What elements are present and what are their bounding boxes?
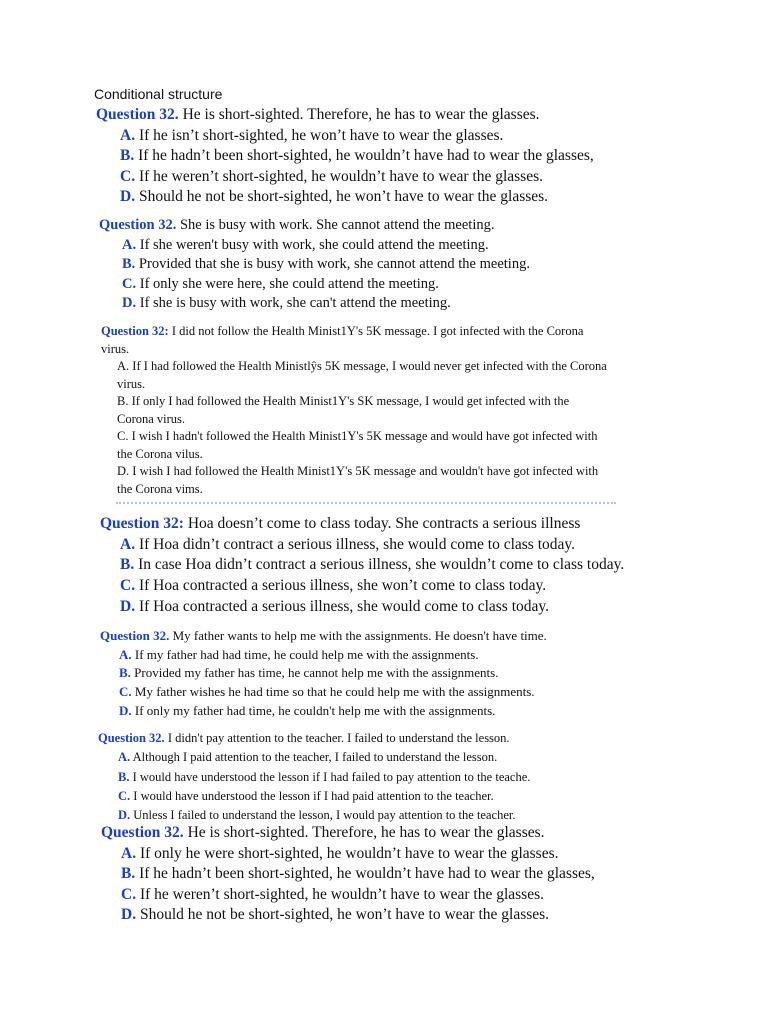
- question-number: Question 32.: [100, 628, 170, 643]
- question-number: Question 32:: [101, 324, 169, 338]
- question-stem: [99, 216, 530, 236]
- option-text: If Hoa didn’t contract a serious illness, she would come to class today.: [135, 535, 576, 553]
- option-b: [120, 146, 594, 167]
- option-letter: D.: [118, 808, 131, 823]
- question-block-5: [100, 627, 547, 721]
- option-text: Unless I failed to understand the lesson, I would pay attention to the teacher.: [130, 808, 516, 823]
- option-text: Although I paid attention to the teacher, I failed to understand the lesson.: [130, 750, 498, 765]
- option-c: [122, 275, 530, 295]
- question-stem: [101, 823, 595, 844]
- option-letter: D.: [121, 906, 137, 924]
- option-letter: D.: [122, 295, 137, 311]
- option-letter: A.: [121, 844, 137, 862]
- option-a: [120, 126, 594, 147]
- option-letter: C.: [119, 684, 132, 700]
- option-text: If Hoa contracted a serious illness, she won’t come to class today.: [135, 577, 547, 595]
- option-text: If only my father had time, he couldn't help me with the assignments.: [131, 702, 496, 718]
- question-block-6: [98, 729, 530, 825]
- option-text: Should he not be short-sighted, he won’t have to wear the glasses.: [135, 188, 549, 205]
- option-text: C. I wish I hadn't followed the Health Minist1Y's 5K message and would have got infected with: [117, 429, 598, 443]
- option-b: [118, 768, 530, 787]
- option-letter: C.: [120, 167, 136, 185]
- question-text: He is short-sighted. Therefore, he has to wear the glasses.: [178, 106, 540, 123]
- option-d: [120, 187, 594, 208]
- cropped-text-remnant: [116, 502, 616, 509]
- option-c: [120, 167, 594, 188]
- option-a: [121, 844, 595, 865]
- option-d: [122, 294, 530, 314]
- option-text: If he weren’t short-sighted, he wouldn’t have to wear the glasses.: [136, 885, 544, 903]
- option-letter: C.: [118, 788, 131, 803]
- option-text: If he weren’t short-sighted, he wouldn’t have to wear the glasses.: [135, 167, 543, 185]
- option-c: [120, 576, 624, 597]
- option-text: Provided my father has time, he cannot help me with the assignments.: [130, 665, 499, 681]
- option-text: I would have understood the lesson if I had paid attention to the teacher.: [130, 788, 494, 803]
- option-d: [119, 702, 547, 721]
- option-b: [120, 555, 624, 576]
- question-block-7: [101, 823, 595, 926]
- question-block-3: [101, 323, 671, 498]
- option-letter: C.: [121, 885, 137, 903]
- option-text: If she weren't busy with work, she could attend the meeting.: [136, 236, 489, 253]
- option-text: A. If I had followed the Health Ministlŷs 5K message, I would never get infected with the Corona: [117, 359, 607, 373]
- option-text: If only she were here, she could attend the meeting.: [136, 275, 439, 292]
- option-c: [121, 885, 595, 906]
- option-letter: B.: [118, 769, 130, 784]
- option-a: [122, 236, 530, 256]
- question-block-2: [99, 216, 530, 314]
- option-b: [122, 255, 530, 275]
- question-stem: [100, 514, 624, 535]
- question-number: Question 32.: [99, 217, 177, 233]
- option-letter: D.: [120, 597, 136, 615]
- option-b: [119, 664, 547, 683]
- option-d: [121, 905, 595, 926]
- option-letter: C.: [122, 275, 137, 292]
- option-letter: B.: [119, 665, 131, 681]
- question-stem: [100, 627, 547, 646]
- question-number: Question 32.: [98, 731, 165, 745]
- question-block-1: [96, 105, 594, 208]
- option-d: [120, 597, 624, 618]
- option-a: [119, 646, 547, 665]
- option-letter: C.: [120, 577, 136, 595]
- option-letter: A.: [120, 126, 136, 144]
- option-text-continued: virus.: [117, 376, 146, 391]
- document-heading: Conditional structure: [94, 86, 223, 102]
- option-letter: B.: [120, 556, 135, 574]
- option-letter: A.: [122, 236, 137, 253]
- option-a: [118, 748, 530, 767]
- option-c: [117, 428, 671, 463]
- question-text: I didn't pay attention to the teacher. I failed to understand the lesson.: [164, 731, 510, 745]
- question-text-continued: virus.: [101, 341, 130, 356]
- option-a: [117, 358, 671, 393]
- question-stem: [98, 729, 530, 748]
- option-text: B. If only I had followed the Health Minist1Y's SK message, I would get infected with the: [117, 394, 570, 408]
- option-a: [120, 535, 624, 556]
- option-c: [118, 787, 530, 806]
- option-letter: B.: [122, 256, 136, 272]
- option-text: If he hadn’t been short-sighted, he wouldn’t have had to wear the glasses,: [135, 865, 595, 883]
- option-c: [119, 683, 547, 702]
- option-text: If she is busy with work, she can't attend the meeting.: [136, 295, 451, 311]
- question-text: Hoa doesn’t come to class today. She contracts a serious illness: [183, 515, 581, 532]
- question-number: Question 32:: [100, 515, 184, 532]
- question-number: Question 32.: [101, 824, 184, 841]
- option-text-continued: the Corona vims.: [117, 481, 203, 496]
- option-b: [121, 864, 595, 885]
- option-text: In case Hoa didn’t contract a serious illness, she wouldn’t come to class today.: [134, 556, 625, 574]
- option-text: If he isn’t short-sighted, he won’t have to wear the glasses.: [135, 126, 504, 144]
- option-text: Provided that she is busy with work, she cannot attend the meeting.: [135, 256, 530, 272]
- option-d: [117, 463, 671, 498]
- option-letter: B.: [120, 147, 135, 164]
- question-text: She is busy with work. She cannot attend the meeting.: [176, 217, 495, 233]
- option-b: [117, 393, 671, 428]
- question-number: Question 32.: [96, 106, 179, 123]
- option-text: I would have understood the lesson if I had failed to pay attention to the teache.: [129, 769, 531, 784]
- option-text: If Hoa contracted a serious illness, she would come to class today.: [135, 597, 550, 615]
- question-text: He is short-sighted. Therefore, he has to wear the glasses.: [183, 824, 545, 841]
- question-text: My father wants to help me with the assignments. He doesn't have time.: [169, 628, 547, 643]
- option-text: If only he were short-sighted, he wouldn’t have to wear the glasses.: [136, 844, 559, 862]
- option-text-continued: the Corona vilus.: [117, 446, 203, 461]
- question-block-4: [100, 514, 624, 618]
- option-letter: D.: [119, 702, 132, 718]
- option-text: Should he not be short-sighted, he won’t have to wear the glasses.: [136, 906, 550, 924]
- option-letter: B.: [121, 865, 136, 883]
- option-letter: A.: [120, 535, 136, 553]
- option-text: If he hadn’t been short-sighted, he wouldn’t have had to wear the glasses,: [134, 147, 594, 164]
- question-text: I did not follow the Health Minist1Y's 5K message. I got infected with the Corona: [168, 324, 584, 338]
- option-text-continued: Corona virus.: [117, 411, 186, 426]
- option-letter: A.: [119, 646, 132, 662]
- question-stem: [96, 105, 594, 126]
- option-letter: D.: [120, 188, 136, 205]
- option-text: My father wishes he had time so that he could help me with the assignments.: [131, 684, 535, 700]
- option-text: D. I wish I had followed the Health Minist1Y's 5K message and wouldn't have got infected with: [117, 464, 599, 478]
- option-letter: A.: [118, 750, 131, 765]
- option-text: If my father had had time, he could help me with the assignments.: [131, 646, 479, 662]
- question-stem: [101, 323, 671, 341]
